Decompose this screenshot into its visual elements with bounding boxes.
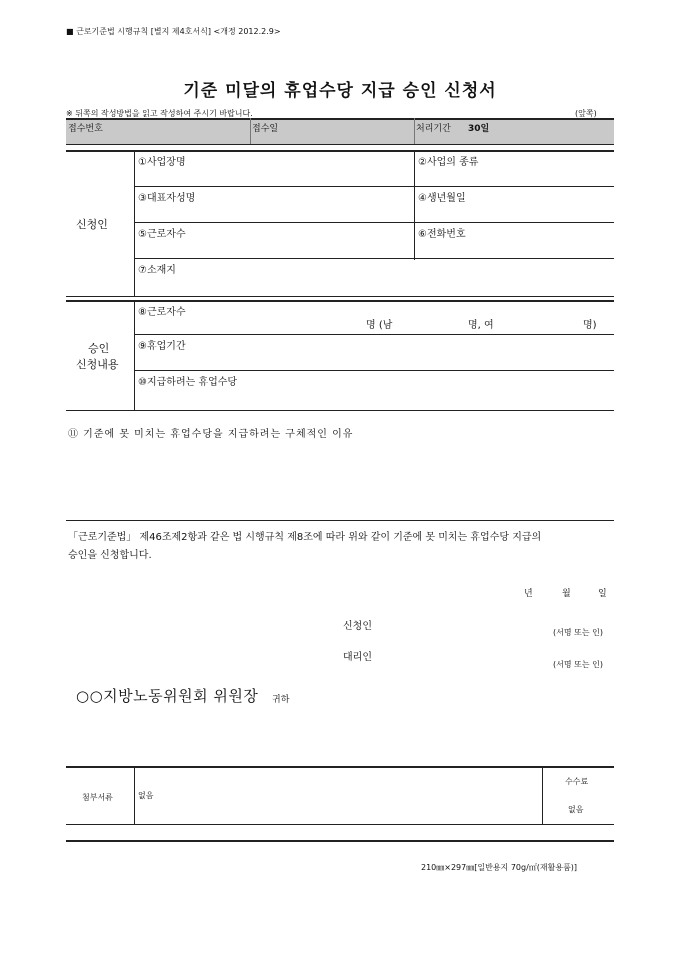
approval-section-label-2: 신청내용 xyxy=(76,358,119,371)
count-unit: 명 (남 xyxy=(366,320,393,331)
worker-count-label: ⑤근로자수 xyxy=(138,229,186,240)
female-unit: 명) xyxy=(583,320,597,331)
representative-name-label: ③대표자성명 xyxy=(138,193,196,204)
approval-section-label: 승인 xyxy=(88,342,110,355)
instruction-note: ※ 뒤쪽의 작성방법을 읽고 작성하여 주시기 바랍니다. xyxy=(66,109,253,118)
applicant-signature-hint: (서명 또는 인) xyxy=(553,628,603,637)
business-type-label: ②사업의 종류 xyxy=(418,157,479,168)
male-unit: 명, 여 xyxy=(468,320,494,331)
applicant-signature-label: 신청인 xyxy=(343,621,372,632)
receipt-row xyxy=(66,118,614,144)
birth-date-label: ④생년월일 xyxy=(418,193,466,204)
fee-value: 없음 xyxy=(568,805,584,814)
reason-label: ⑪ 기준에 못 미치는 휴업수당을 지급하려는 구체적인 이유 xyxy=(68,429,354,440)
date-month: 월 xyxy=(562,589,571,599)
agent-signature-label: 대리인 xyxy=(343,652,372,663)
paper-spec: 210㎜×297㎜[일반용지 70g/㎡(재활용품)] xyxy=(421,863,578,872)
page-title: 기준 미달의 휴업수당 지급 승인 신청서 xyxy=(183,81,497,101)
page-side: (앞쪽) xyxy=(575,109,597,118)
phone-number-label: ⑥전화번호 xyxy=(418,229,466,240)
attachments-label: 첨부서류 xyxy=(82,793,113,802)
processing-period-label: 처리기간 xyxy=(416,124,451,134)
fee-label: 수수료 xyxy=(565,777,589,786)
statement-line-2: 승인을 신청합니다. xyxy=(68,550,152,561)
form-basis: ■ 근로기준법 시행규칙 [별지 제4호서식] <개정 2012.2.9> xyxy=(66,27,281,36)
processing-period-value: 30일 xyxy=(468,124,490,134)
receipt-date-label: 접수일 xyxy=(252,124,279,134)
receipt-number-label: 접수번호 xyxy=(68,124,103,134)
allowance-label: ⑩지급하려는 휴업수당 xyxy=(138,377,238,388)
applicant-section-label: 신청인 xyxy=(76,218,108,231)
date-day: 일 xyxy=(598,589,607,599)
date-year: 년 xyxy=(524,589,533,599)
address-label: ⑦소재지 xyxy=(138,265,176,276)
addressee-suffix: 귀하 xyxy=(272,695,290,705)
business-name-label: ①사업장명 xyxy=(138,157,186,168)
attachments-value: 없음 xyxy=(138,791,154,800)
addressee: ○○지방노동위원회 위원장 xyxy=(76,687,259,705)
suspension-period-label: ⑨휴업기간 xyxy=(138,341,186,352)
approval-worker-count-label: ⑧근로자수 xyxy=(138,307,186,318)
agent-signature-hint: (서명 또는 인) xyxy=(553,660,603,669)
statement-line-1: 「근로기준법」 제46조제2항과 같은 법 시행규칙 제8조에 따라 위와 같이 기준에 못 미치는 휴업수당 지급의 xyxy=(68,532,542,543)
